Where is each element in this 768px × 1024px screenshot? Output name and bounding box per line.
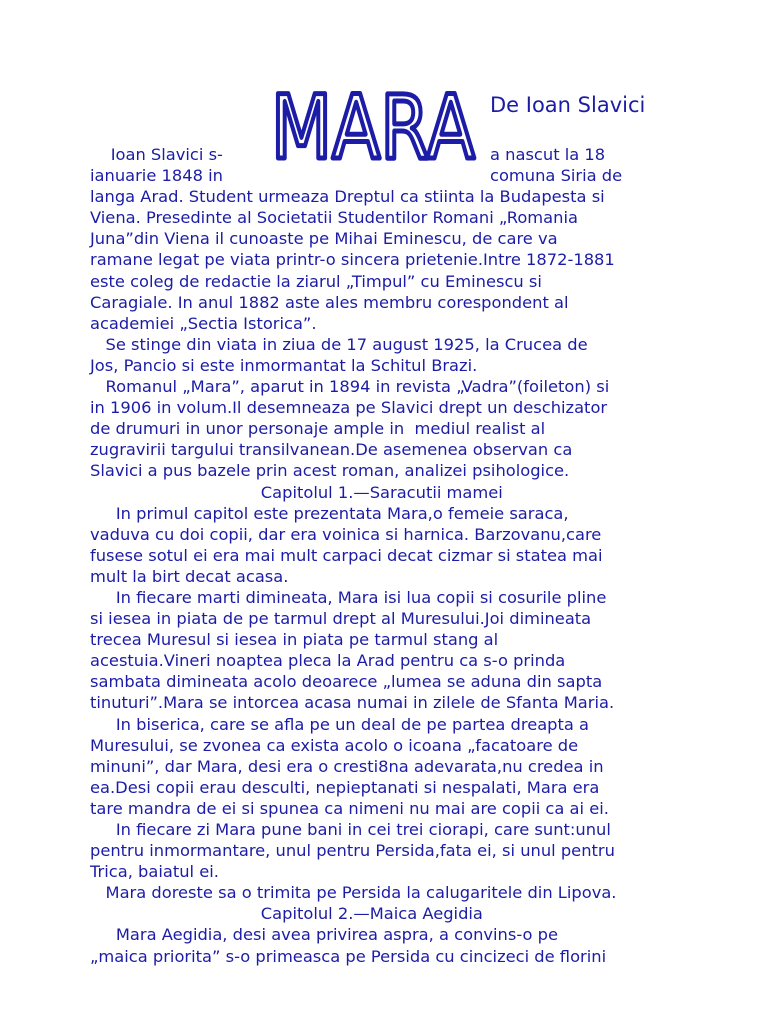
text-line: In fiecare zi Mara pune bani in cei trei ciorapi, care sunt:unul	[90, 820, 611, 839]
document-body	[90, 144, 710, 967]
author-line: De Ioan Slavici	[490, 93, 646, 117]
text-line: tare mandra de ei si spunea ca nimeni nu mai are copii ca ai ei.	[90, 798, 609, 818]
text-line: ramane legat pe viata printr-o sincera prietenie.Intre 1872-1881	[90, 250, 615, 270]
chapter-heading: Capitolul 1.—Saracutii mamei	[90, 482, 503, 502]
text-line: este coleg de redactie la ziarul „Timpul” cu Eminescu si	[90, 271, 542, 291]
text-line: „maica priorita” s-o primeasca pe Persida cu cincizeci de florini	[90, 946, 607, 966]
text-line: mult la birt decat acasa.	[90, 566, 289, 586]
text-line	[90, 144, 710, 165]
text-line: Mara doreste sa o trimita pe Persida la calugaritele din Lipova.	[90, 883, 617, 903]
text-line: academiei „Sectia Istorica”.	[90, 313, 317, 333]
text-line	[90, 165, 710, 186]
text-line: vaduva cu doi copii, dar era voinica si harnica. Barzovanu,care	[90, 524, 602, 544]
text-line: Juna”din Viena il cunoaste pe Mihai Eminescu, de care va	[90, 229, 558, 249]
text-line: trecea Muresul si iesea in piata pe tarmul stang al	[90, 630, 499, 650]
text-line: si iesea in piata de pe tarmul drept al Muresului.Joi dimineata	[90, 609, 592, 629]
chapter-heading: Capitolul 2.—Maica Aegidia	[90, 904, 483, 924]
text-line: Slavici a pus bazele prin acest roman, analizei psihologice.	[90, 461, 570, 481]
text-line: In biserica, care se afla pe un deal de pe partea dreapta a	[90, 714, 590, 734]
text-line: ea.Desi copii erau desculti, nepieptanati si nespalati, Mara era	[90, 777, 600, 797]
text-line: Se stinge din viata in ziua de 17 august 1925, la Crucea de	[90, 334, 588, 354]
text-line: fusese sotul ei era mai mult carpaci decat cizmar si statea mai	[90, 545, 603, 565]
text-line: tinuturi”.Mara se intorcea acasa numai in zilele de Sfanta Maria.	[90, 693, 615, 713]
text-line: Mara Aegidia, desi avea privirea aspra, a convins-o pe	[90, 925, 559, 945]
text-line: Trica, baiatul ei.	[90, 862, 219, 882]
text-line: Jos, Pancio si este inmormantat la Schitul Brazi.	[90, 355, 478, 375]
text-line: langa Arad. Student urmeaza Dreptul ca stiinta la Budapesta si	[90, 187, 605, 207]
text-line-tail: comuna Siria de	[490, 166, 623, 186]
text-line: In primul capitol este prezentata Mara,o femeie saraca,	[90, 503, 569, 523]
text-line: Muresului, se zvonea ca exista acolo o icoana „facatoare de	[90, 735, 579, 755]
text-line: zugravirii targului transilvanean.De asemenea observan ca	[90, 440, 573, 460]
text-line-head: Ioan Slavici s-	[90, 145, 223, 164]
text-line: Romanul „Mara”, aparut in 1894 in revista „Vadra”(foileton) si	[90, 377, 610, 397]
text-line: acestuia.Vineri noaptea pleca la Arad pentru ca s-o prinda	[90, 651, 566, 671]
title-wordart-text: MARA	[271, 82, 475, 168]
text-line: in 1906 in volum.Il desemneaza pe Slavici drept un deschizator	[90, 398, 608, 418]
text-line: Viena. Presedinte al Societatii Studentilor Romani „Romania	[90, 208, 578, 228]
text-line: Caragiale. In anul 1882 aste ales membru corespondent al	[90, 292, 569, 312]
text-line: pentru inmormantare, unul pentru Persida,fata ei, si unul pentru	[90, 841, 615, 861]
text-line: minuni”, dar Mara, desi era o cresti8na adevarata,nu credea in	[90, 756, 604, 776]
text-line: In fiecare marti dimineata, Mara isi lua copii si cosurile pline	[90, 587, 607, 607]
text-line-tail: a nascut la 18	[490, 145, 606, 164]
text-line: de drumuri in unor personaje ample in mediul realist al	[90, 419, 546, 439]
text-line: sambata dimineata acolo deoarece „lumea se aduna din sapta	[90, 672, 603, 692]
text-line-head: ianuarie 1848 in	[90, 166, 223, 186]
